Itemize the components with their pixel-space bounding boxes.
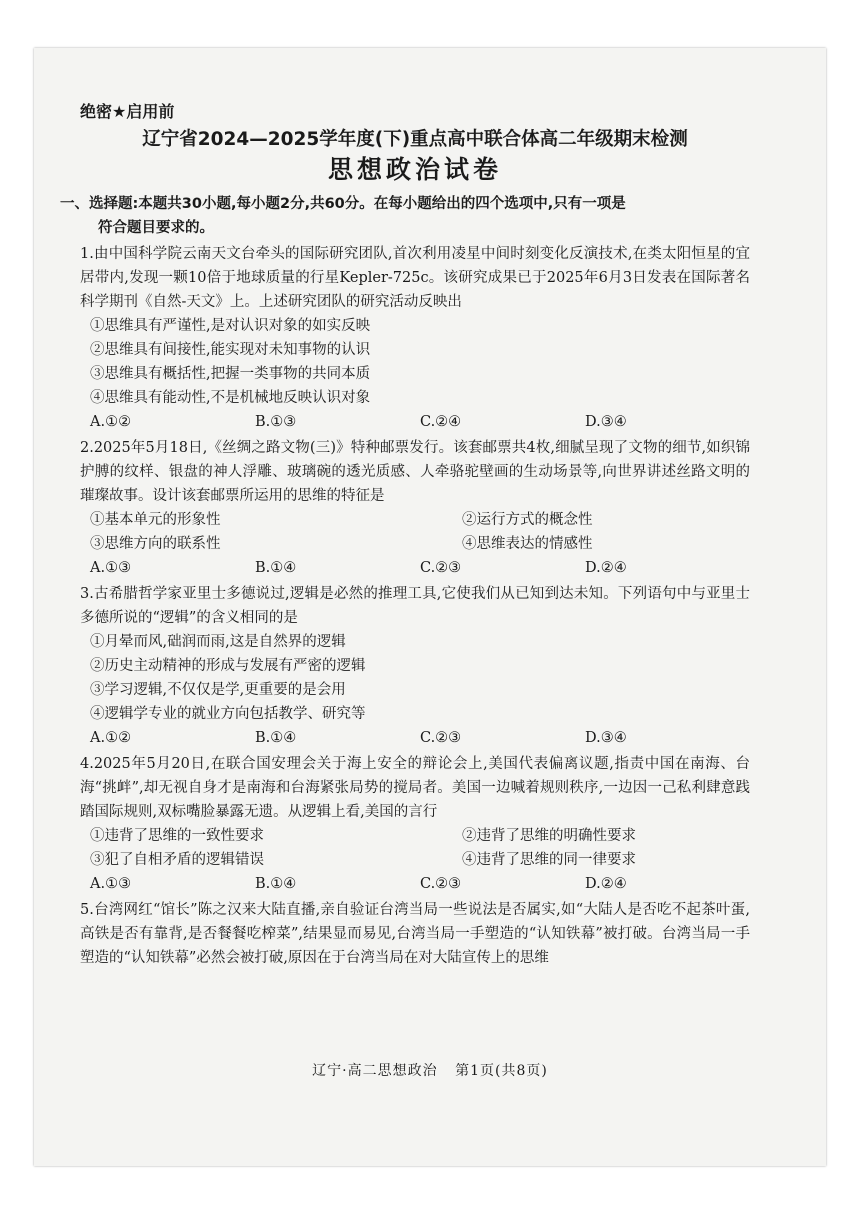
statement: ②违背了思维的明确性要求: [462, 828, 636, 844]
section-title-cont: 符合题目要求的。: [98, 220, 214, 236]
question-3: [80, 582, 750, 750]
option-b: B.①④: [255, 560, 297, 576]
statement: ①基本单元的形象性: [90, 512, 221, 528]
option-c: C.②③: [420, 876, 462, 892]
statement: ②历史主动精神的形成与发展有严密的逻辑: [90, 658, 366, 674]
footer-page: 第1页(共8页): [455, 1063, 548, 1079]
option-b: B.①③: [255, 414, 297, 430]
statement: ①思维具有严谨性,是对认识对象的如实反映: [90, 318, 371, 334]
question-stem: 2.2025年5月18日,《丝绸之路文物(三)》特种邮票发行。该套邮票共4枚,细腻呈现了文物的细节,如织锦护膊的纹样、银盘的神人浮雕、玻璃碗的透光质感、人牵骆驼壁画的生动场景等,向世界讲述丝路文明的璀璨故事。设计该套邮票所运用的思维的特征是: [80, 440, 750, 504]
footer-region: 辽宁·高二思想政治: [312, 1063, 438, 1079]
page-content: [60, 100, 750, 970]
statement: ①违背了思维的一致性要求: [90, 828, 264, 844]
page-footer: [0, 1060, 860, 1080]
question-5: [80, 898, 750, 970]
statement: ③思维方向的联系性: [90, 536, 221, 552]
statement: ③犯了自相矛盾的逻辑错误: [90, 852, 264, 868]
statement: ②运行方式的概念性: [462, 512, 593, 528]
question-stem: 4.2025年5月20日,在联合国安理会关于海上安全的辩论会上,美国代表偏离议题,指责中国在南海、台海“挑衅”,却无视自身才是南海和台海紧张局势的搅局者。美国一边喊着规则秩序,一边因一己私利肆意践踏国际规则,双标嘴脸暴露无遗。从逻辑上看,美国的言行: [80, 756, 750, 820]
answer-options: [80, 410, 750, 434]
question-1: [80, 242, 750, 434]
statement: ④思维具有能动性,不是机械地反映认识对象: [90, 390, 371, 406]
option-a: A.①③: [90, 560, 132, 576]
question-stem: 1.由中国科学院云南天文台牵头的国际研究团队,首次利用凌星中间时刻变化反演技术,在类太阳恒星的宜居带内,发现一颗10倍于地球质量的行星Kepler-725c。该研究成果已于2025年6月3日发表在国际著名科学期刊《自然-天文》上。上述研究团队的研究活动反映出: [80, 246, 750, 310]
option-d: D.③④: [585, 414, 627, 430]
statement: ①月晕而风,础润而雨,这是自然界的逻辑: [90, 634, 346, 650]
option-d: D.③④: [585, 730, 627, 746]
question-stem: 5.台湾网红“馆长”陈之汉来大陆直播,亲自验证台湾当局一些说法是否属实,如“大陆人是否吃不起茶叶蛋,高铁是否有靠背,是否餐餐吃榨菜”,结果显而易见,台湾当局一手塑造的“认知铁幕”被打破。台湾当局一手塑造的“认知铁幕”必然会被打破,原因在于台湾当局在对大陆宣传上的思维: [80, 902, 750, 966]
question-4: [80, 752, 750, 896]
secret-label: 绝密★启用前: [80, 102, 175, 121]
option-d: D.②④: [585, 560, 627, 576]
statement: ④违背了思维的同一律要求: [462, 852, 636, 868]
section-title: 一、选择题:本题共30小题,每小题2分,共60分。在每小题给出的四个选项中,只有一项是: [60, 196, 626, 212]
option-c: C.②④: [420, 414, 462, 430]
statement-row: [80, 848, 750, 872]
answer-options: [80, 726, 750, 750]
answer-options: [80, 872, 750, 896]
statement-row: [80, 532, 750, 556]
option-a: A.①③: [90, 876, 132, 892]
option-c: C.②③: [420, 730, 462, 746]
statement: ②思维具有间接性,能实现对未知事物的认识: [90, 342, 371, 358]
question-stem: 3.古希腊哲学家亚里士多德说过,逻辑是必然的推理工具,它使我们从已知到达未知。下列语句中与亚里士多德所说的“逻辑”的含义相同的是: [80, 586, 750, 626]
option-d: D.②④: [585, 876, 627, 892]
option-c: C.②③: [420, 560, 462, 576]
statement: ③学习逻辑,不仅仅是学,更重要的是会用: [90, 682, 346, 698]
question-2: [80, 436, 750, 580]
option-b: B.①④: [255, 876, 297, 892]
statement: ④思维表达的情感性: [462, 536, 593, 552]
section-heading: [60, 192, 750, 240]
statement-row: [80, 824, 750, 848]
statement: ③思维具有概括性,把握一类事物的共同本质: [90, 366, 371, 382]
option-b: B.①④: [255, 730, 297, 746]
exam-name: 辽宁省2024—2025学年度(下)重点高中联合体高二年级期末检测: [142, 129, 688, 150]
statement-row: [80, 508, 750, 532]
answer-options: [80, 556, 750, 580]
option-a: A.①②: [90, 730, 132, 746]
option-a: A.①②: [90, 414, 132, 430]
statement: ④逻辑学专业的就业方向包括教学、研究等: [90, 706, 366, 722]
exam-title: 思想政治试卷: [327, 155, 502, 184]
